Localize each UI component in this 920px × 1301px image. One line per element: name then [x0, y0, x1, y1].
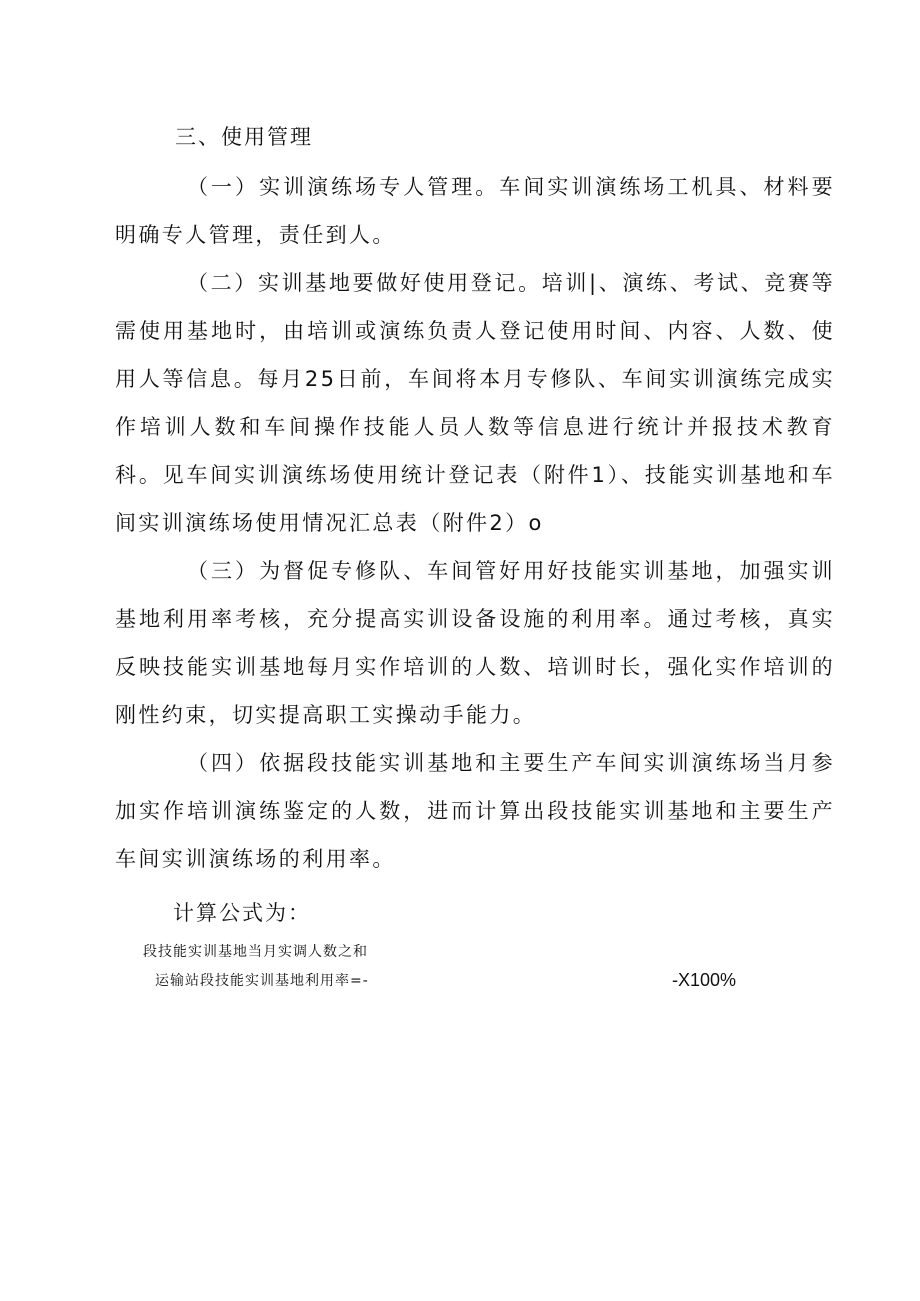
paragraph-3: （三）为督促专修队、车间管好用好技能实训基地，加强实训基地利用率考核，充分提高实训设备设施的利用率。通过考核，真实反映技能实训基地每月实作培训的人数、培训时长，强化实作培训的刚性约束，切实提高职工实操动手能力。	[115, 559, 835, 727]
paragraph-4: （四）依据段技能实训基地和主要生产车间实训演练场当月参加实作培训演练鉴定的人数，进而计算出段技能实训基地和主要生产车间实训演练场的利用率。	[115, 751, 835, 871]
formula-right-side: -X100%	[672, 970, 737, 990]
paragraph-2: （二）实训基地要做好使用登记。培训|、演练、考试、竞赛等需使用基地时，由培训或演练负责人登记使用时间、内容、人数、使用人等信息。每月25日前，车间将本月专修队、车间实训演练完成实作培训人数和车间操作技能人员人数等信息进行统计并报技术教育科。见车间实训演练场使用统计登记表（附件1）、技能实训基地和车间实训演练场使用情况汇总表（附件2）o	[115, 271, 835, 535]
formula-left-side: 运输站段技能实训基地利用率=-	[155, 973, 369, 989]
formula-label: 计算公式为：	[173, 901, 311, 925]
paragraph-1: （一）实训演练场专人管理。车间实训演练场工机具、材料要明确专人管理，责任到人。	[115, 175, 835, 247]
section-heading: 三、使用管理	[175, 125, 313, 149]
formula-numerator: 段技能实训基地当月实调人数之和	[143, 944, 368, 960]
